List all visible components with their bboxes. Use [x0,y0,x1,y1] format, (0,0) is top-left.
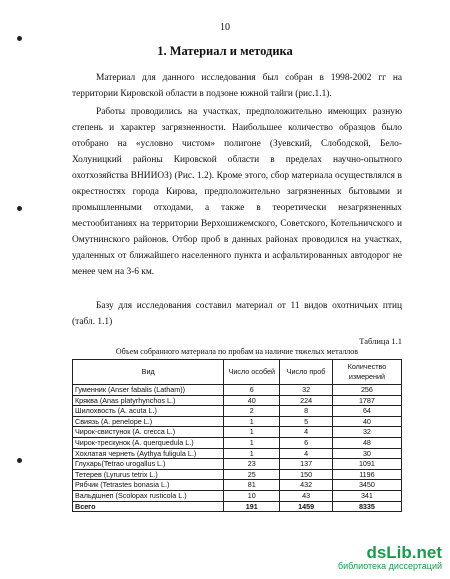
table-row [73,395,402,406]
table-row [73,406,402,417]
species-cell: Свиязь (A. penelope L.) [73,416,224,427]
value-cell: 224 [280,395,333,406]
table-caption: Таблица 1.1 [359,336,402,346]
table-row [73,427,402,438]
table-row [73,459,402,470]
total-value: 1459 [280,501,333,512]
column-header-measurements: Количество измерений [332,360,401,385]
value-cell: 432 [280,480,333,491]
value-cell: 150 [280,469,333,480]
total-value: 8335 [332,501,401,512]
value-cell: 1 [224,437,280,448]
table-row [73,416,402,427]
value-cell: 1 [224,427,280,438]
value-cell: 137 [280,459,333,470]
value-cell: 32 [280,385,333,396]
species-cell: Чирок-свистунок (A. crecca L.) [73,427,224,438]
value-cell: 1787 [332,395,401,406]
table-title: Объем собранного материала по пробам на наличие тяжелых металлов [115,347,359,356]
total-value: 191 [224,501,280,512]
species-cell: Шилохвость (A. acuta L.) [73,406,224,417]
watermark [312,543,442,573]
value-cell: 4 [280,427,333,438]
value-cell: 1 [224,416,280,427]
table-header-row [73,360,402,385]
table-row [73,469,402,480]
section-heading: 1. Материал и методика [157,44,293,58]
value-cell: 3450 [332,480,401,491]
value-cell: 6 [224,385,280,396]
table-total-row [73,501,402,512]
value-cell: 23 [224,459,280,470]
page-number: 10 [220,22,230,33]
value-cell: 64 [332,406,401,417]
species-cell: Вальдшнеп (Scolopax rusticola L.) [73,490,224,501]
column-header-samples: Число проб [280,360,333,385]
watermark-subtitle: библиотека диссертаций [337,561,442,571]
value-cell: 81 [224,480,280,491]
species-cell: Рябчик (Tetrastes bonasia L.) [73,480,224,491]
margin-dot [17,36,22,41]
value-cell: 5 [280,416,333,427]
table-row [73,437,402,448]
paragraph-1: Материал для данного исследования был собран в 1998-2002 гг на территории Кировской области в подзоне южной тайги (рис.1.1). [72,73,402,99]
table-row [73,448,402,459]
table-row [73,480,402,491]
value-cell: 8 [280,406,333,417]
species-cell: Гуменник (Anser fabalis (Latham)) [73,385,224,396]
species-cell: Тетерев (Lyrurus tetrix L.) [73,469,224,480]
value-cell: 25 [224,469,280,480]
column-header-species: Вид [73,360,224,385]
value-cell: 6 [280,437,333,448]
value-cell: 32 [332,427,401,438]
paragraph-2: Работы проводились на участках, предположительно имеющих разную степень и характер загрязненности. Наибольшее количество образцов было отобрано на «условно чистом» полигоне (Зуевский, Слободской, Бело-Холуницкий районы Кировской области в пределах научно-опытного охотхозяйства ВНИИОЗ) (Рис. 1.2). Кроме этого, сбор материала осуществлялся в окрестностях города Кирова, предположительно загрязненных бытовыми и промышленными отходами, а также в теоретически незагрязненных местообитаниях на территории Верхошижемского, Советского, Котельничского и Омутнинского районов. Отбор проб в данных районах проводился на участках, удаленных от ближайшего населенного пункта и асфальтированных автодорог не менее чем на 3-6 км. [72,107,402,277]
value-cell: 2 [224,406,280,417]
column-header-individuals: Число особей [224,360,280,385]
value-cell: 4 [280,448,333,459]
value-cell: 1 [224,448,280,459]
paragraph-3: Базу для исследования составил материал от 11 видов охотничьих птиц (табл. 1.1) [72,301,402,327]
species-cell: Хохлатая чернеть (Aythya fuligula L.) [73,448,224,459]
value-cell: 1196 [332,469,401,480]
table-body [73,385,402,512]
table-row [73,490,402,501]
margin-dot [17,458,22,463]
value-cell: 30 [332,448,401,459]
value-cell: 40 [332,416,401,427]
margin-dot [17,206,22,211]
value-cell: 341 [332,490,401,501]
species-cell: Глухарь(Tetrao urogallus L.) [73,459,224,470]
species-cell: Кряква (Anas platyrhynchos L.) [73,395,224,406]
value-cell: 48 [332,437,401,448]
table-row [73,385,402,396]
value-cell: 1091 [332,459,401,470]
value-cell: 256 [332,385,401,396]
value-cell: 10 [224,490,280,501]
species-cell: Чирок-трескунок (A. querquedula L.) [73,437,224,448]
value-cell: 40 [224,395,280,406]
total-label: Всего [73,501,224,512]
data-table [72,359,402,512]
value-cell: 43 [280,490,333,501]
watermark-logo: dsLib.net [366,543,442,562]
